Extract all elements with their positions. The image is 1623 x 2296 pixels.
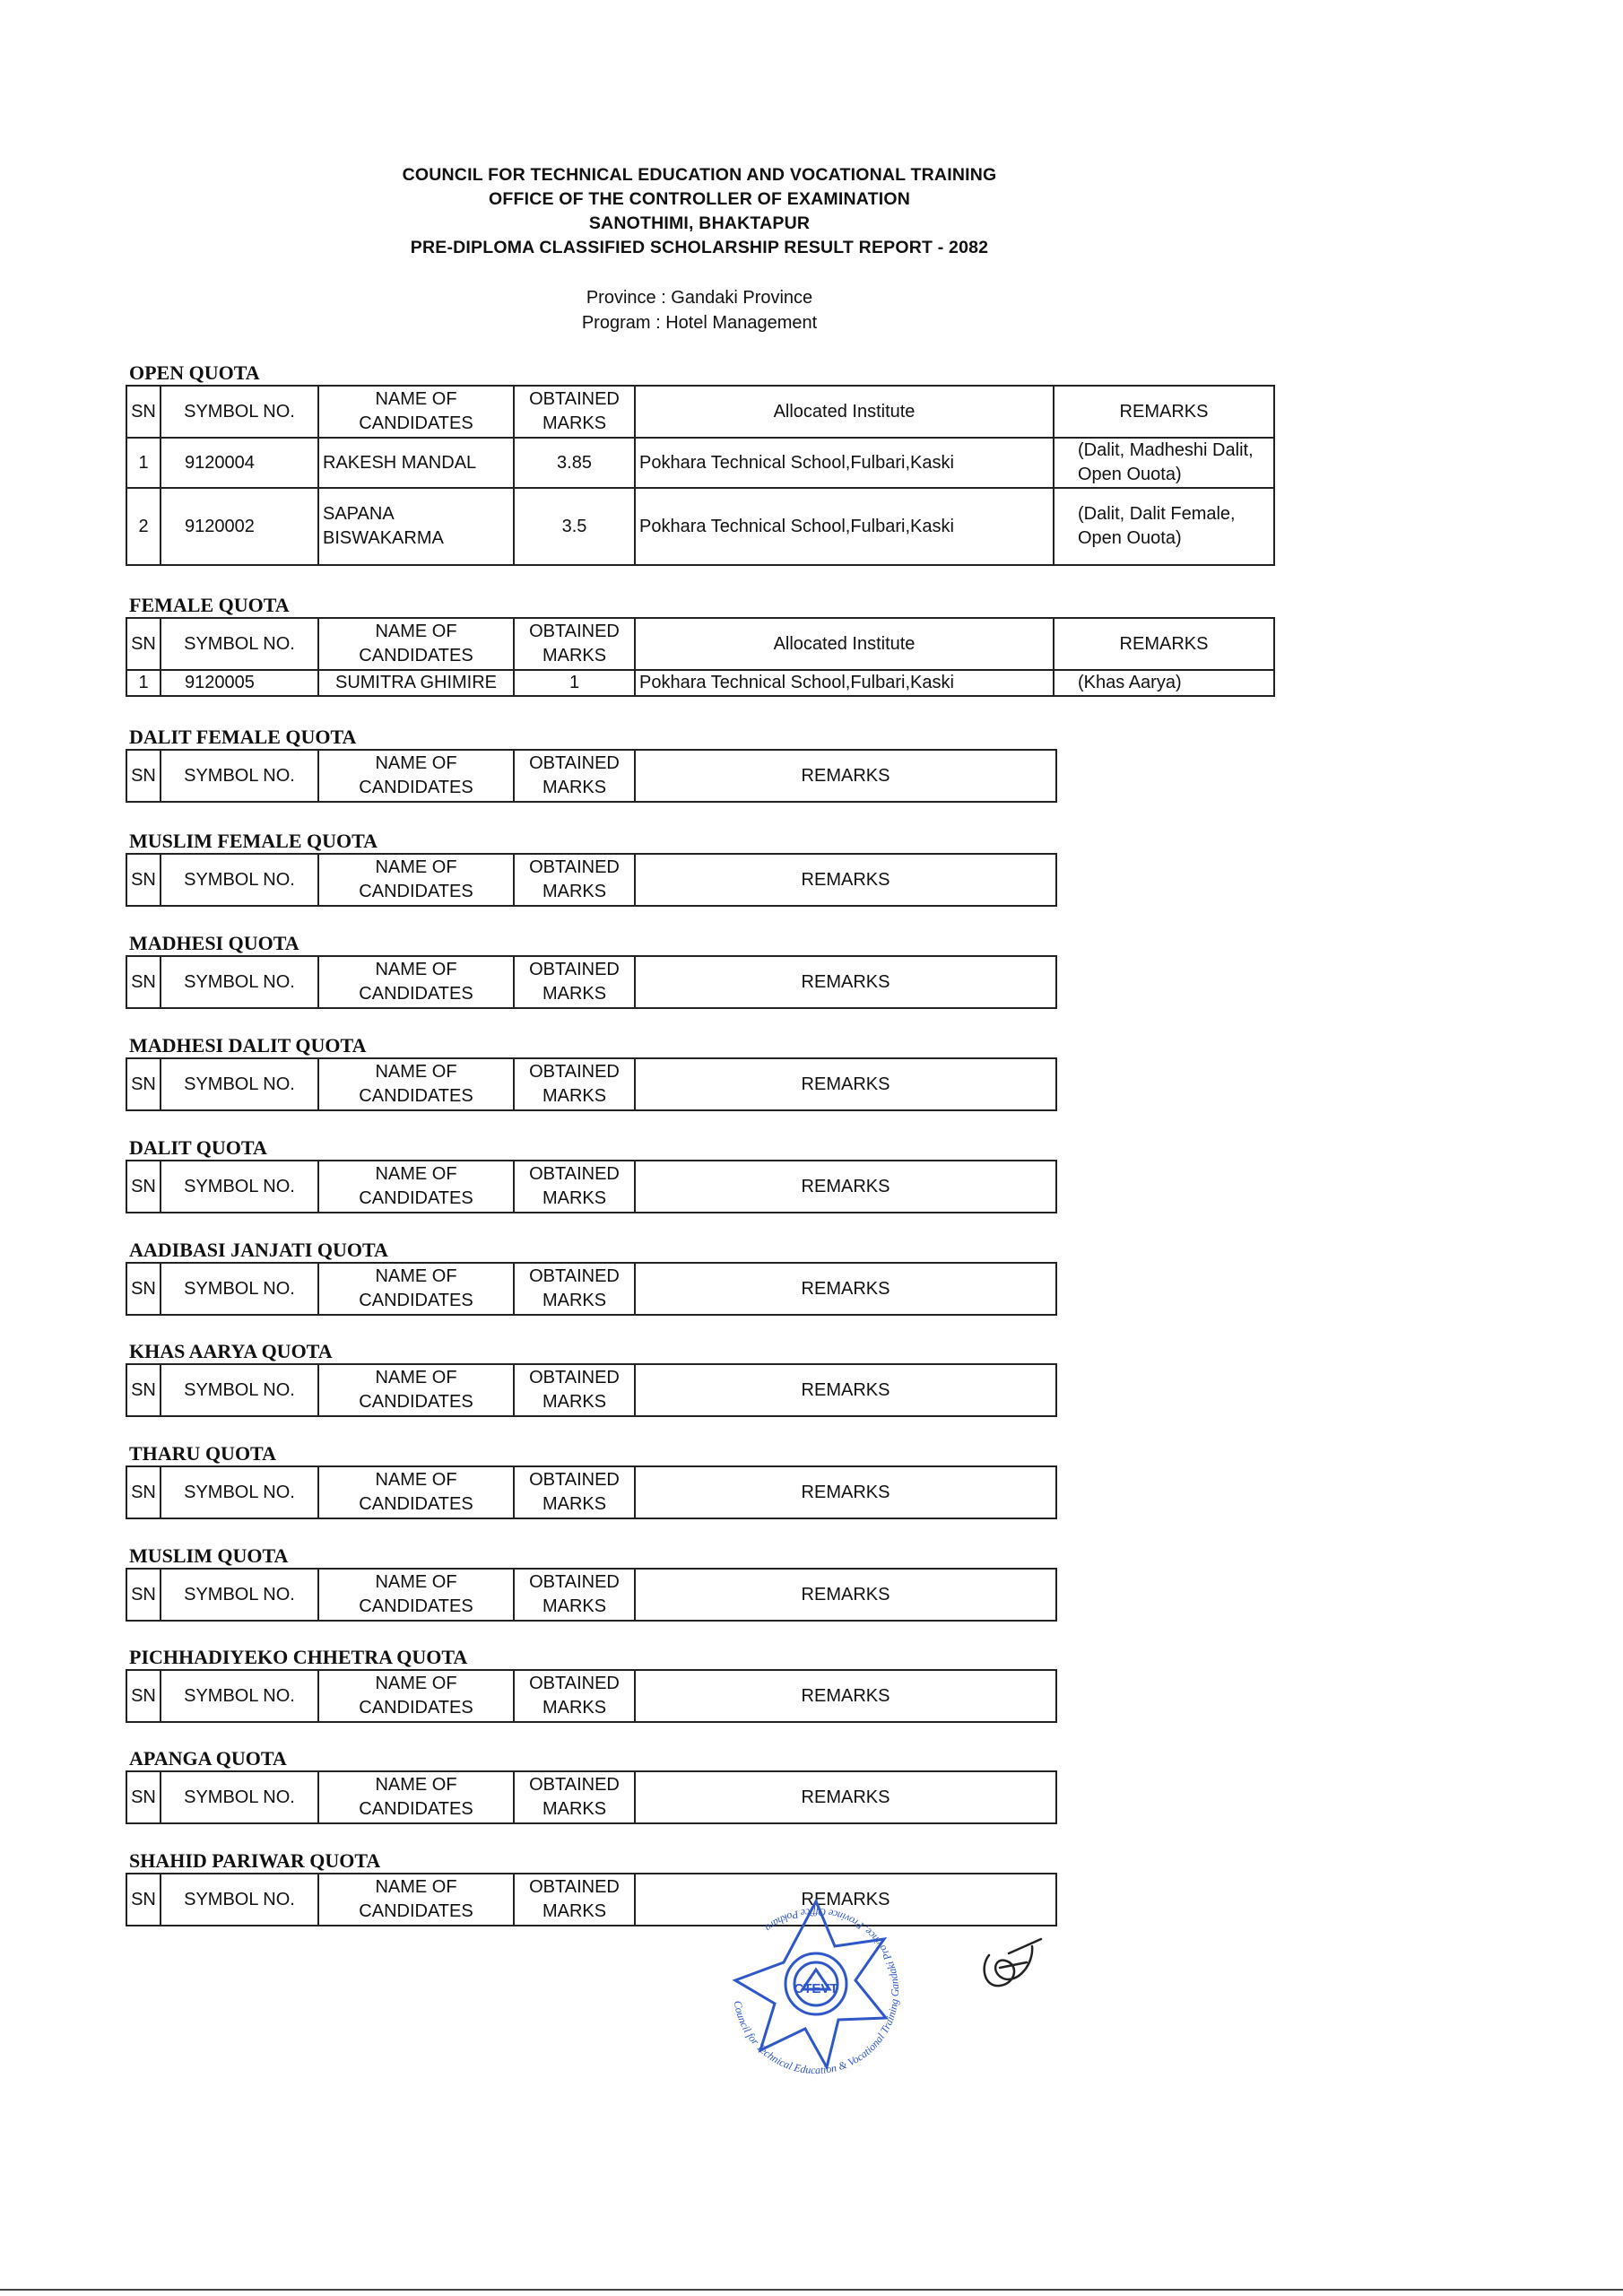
quota-section — [126, 1033, 1057, 1111]
province-label: Province : Gandaki Province — [586, 288, 813, 308]
col-name: NAME OF CANDIDATES — [318, 1058, 514, 1110]
quota-table — [126, 853, 1057, 907]
report-header — [0, 163, 1399, 260]
col-remarks: REMARKS — [635, 854, 1056, 906]
table-row — [126, 438, 1274, 488]
col-name: NAME OF CANDIDATES — [318, 386, 514, 438]
section-title: PICHHADIYEKO CHHETRA QUOTA — [129, 1646, 468, 1668]
col-remarks: REMARKS — [635, 1058, 1056, 1110]
table-header-row — [126, 1263, 1056, 1315]
col-symbol: SYMBOL NO. — [161, 1364, 318, 1416]
col-sn: SN — [126, 956, 161, 1008]
col-sn: SN — [126, 1263, 161, 1315]
quota-section — [126, 725, 1057, 803]
signature-icon — [964, 1928, 1054, 2000]
section-title: OPEN QUOTA — [129, 361, 260, 384]
report-title: PRE-DIPLOMA CLASSIFIED SCHOLARSHIP RESULT REPORT - 2082 — [410, 238, 989, 257]
col-institute: Allocated Institute — [635, 386, 1054, 438]
quota-table — [126, 1770, 1057, 1824]
col-marks: OBTAINED MARKS — [514, 1364, 635, 1416]
col-symbol: SYMBOL NO. — [161, 1670, 318, 1722]
quota-table — [126, 1057, 1057, 1111]
report-meta — [0, 285, 1399, 335]
cell-symbol: 9120005 — [161, 670, 318, 696]
table-header-row — [126, 750, 1056, 802]
col-symbol: SYMBOL NO. — [161, 750, 318, 802]
cell-symbol: 9120002 — [161, 488, 318, 565]
col-remarks: REMARKS — [635, 956, 1056, 1008]
col-symbol: SYMBOL NO. — [161, 1466, 318, 1518]
col-name: NAME OF CANDIDATES — [318, 1364, 514, 1416]
cell-sn: 1 — [126, 670, 161, 696]
quota-section — [126, 1645, 1057, 1723]
col-symbol: SYMBOL NO. — [161, 1569, 318, 1621]
col-name: NAME OF CANDIDATES — [318, 1263, 514, 1315]
col-symbol: SYMBOL NO. — [161, 956, 318, 1008]
office-name: OFFICE OF THE CONTROLLER OF EXAMINATION — [488, 189, 910, 209]
col-marks: OBTAINED MARKS — [514, 1161, 635, 1213]
col-marks: OBTAINED MARKS — [514, 854, 635, 906]
quota-table — [126, 1262, 1057, 1316]
col-symbol: SYMBOL NO. — [161, 386, 318, 438]
col-marks: OBTAINED MARKS — [514, 956, 635, 1008]
table-header-row — [126, 1670, 1056, 1722]
col-remarks: REMARKS — [1054, 386, 1274, 438]
col-remarks: REMARKS — [635, 1874, 1056, 1926]
col-remarks: REMARKS — [635, 1466, 1056, 1518]
ctevt-stamp-icon — [708, 1883, 924, 2099]
col-sn: SN — [126, 1161, 161, 1213]
col-name: NAME OF CANDIDATES — [318, 1466, 514, 1518]
quota-section — [126, 1238, 1057, 1316]
quota-section — [126, 1135, 1057, 1213]
col-name: NAME OF CANDIDATES — [318, 854, 514, 906]
col-name: NAME OF CANDIDATES — [318, 1161, 514, 1213]
cell-marks: 3.85 — [514, 438, 635, 488]
col-marks: OBTAINED MARKS — [514, 1874, 635, 1926]
col-name: NAME OF CANDIDATES — [318, 1874, 514, 1926]
col-name: NAME OF CANDIDATES — [318, 956, 514, 1008]
section-title: DALIT FEMALE QUOTA — [129, 726, 357, 748]
section-title: FEMALE QUOTA — [129, 594, 290, 616]
col-symbol: SYMBOL NO. — [161, 1161, 318, 1213]
cell-sn: 2 — [126, 488, 161, 565]
table-row — [126, 488, 1274, 565]
col-sn: SN — [126, 854, 161, 906]
col-sn: SN — [126, 1874, 161, 1926]
quota-table — [126, 749, 1057, 803]
cell-sn: 1 — [126, 438, 161, 488]
col-sn: SN — [126, 1058, 161, 1110]
quota-table — [126, 1669, 1057, 1723]
col-symbol: SYMBOL NO. — [161, 1263, 318, 1315]
section-title: MADHESI DALIT QUOTA — [129, 1034, 367, 1057]
cell-marks: 3.5 — [514, 488, 635, 565]
col-sn: SN — [126, 386, 161, 438]
col-sn: SN — [126, 1466, 161, 1518]
female-quota-table — [126, 617, 1275, 697]
section-title: AADIBASI JANJATI QUOTA — [129, 1239, 388, 1261]
quota-section — [126, 931, 1057, 1009]
quota-table — [126, 1363, 1057, 1417]
table-row — [126, 670, 1274, 696]
cell-institute: Pokhara Technical School,Fulbari,Kaski — [635, 438, 1054, 488]
section-title: MUSLIM FEMALE QUOTA — [129, 830, 378, 852]
cell-symbol: 9120004 — [161, 438, 318, 488]
section-title: THARU QUOTA — [129, 1442, 276, 1465]
table-header-row — [126, 956, 1056, 1008]
col-remarks: REMARKS — [635, 1263, 1056, 1315]
page-bottom-rule — [0, 2289, 1623, 2291]
open-quota-table — [126, 385, 1275, 566]
col-symbol: SYMBOL NO. — [161, 1058, 318, 1110]
col-remarks: REMARKS — [1054, 618, 1274, 670]
col-sn: SN — [126, 750, 161, 802]
col-sn: SN — [126, 1364, 161, 1416]
female-quota-section — [126, 593, 1275, 697]
col-symbol: SYMBOL NO. — [161, 854, 318, 906]
col-marks: OBTAINED MARKS — [514, 1771, 635, 1823]
col-symbol: SYMBOL NO. — [161, 1771, 318, 1823]
section-title: KHAS AARYA QUOTA — [129, 1340, 333, 1362]
col-remarks: REMARKS — [635, 1364, 1056, 1416]
col-marks: OBTAINED MARKS — [514, 1263, 635, 1315]
col-name: NAME OF CANDIDATES — [318, 1771, 514, 1823]
quota-section — [126, 1544, 1057, 1622]
table-header-row — [126, 1771, 1056, 1823]
section-title: MADHESI QUOTA — [129, 932, 299, 954]
quota-section — [126, 1339, 1057, 1417]
section-title: MUSLIM QUOTA — [129, 1544, 289, 1567]
col-symbol: SYMBOL NO. — [161, 1874, 318, 1926]
col-remarks: REMARKS — [635, 1670, 1056, 1722]
col-sn: SN — [126, 618, 161, 670]
col-marks: OBTAINED MARKS — [514, 386, 635, 438]
cell-remarks: (Dalit, Dalit Female, Open Ouota) — [1054, 488, 1274, 565]
quota-table — [126, 1568, 1057, 1622]
col-institute: Allocated Institute — [635, 618, 1054, 670]
col-marks: OBTAINED MARKS — [514, 618, 635, 670]
section-title: APANGA QUOTA — [129, 1747, 287, 1770]
cell-name: SUMITRA GHIMIRE — [318, 670, 514, 696]
col-marks: OBTAINED MARKS — [514, 750, 635, 802]
cell-institute: Pokhara Technical School,Fulbari,Kaski — [635, 488, 1054, 565]
col-marks: OBTAINED MARKS — [514, 1569, 635, 1621]
col-remarks: REMARKS — [635, 1161, 1056, 1213]
cell-remarks: (Khas Aarya) — [1054, 670, 1274, 696]
col-symbol: SYMBOL NO. — [161, 618, 318, 670]
quota-table — [126, 1160, 1057, 1213]
quota-section — [126, 1746, 1057, 1824]
col-sn: SN — [126, 1569, 161, 1621]
stamp-ring-text: Council for Technical Education & Vocational Training Gandaki Province, Province Office Pokhara — [731, 1905, 902, 2077]
col-sn: SN — [126, 1670, 161, 1722]
table-header-row — [126, 854, 1056, 906]
table-header-row — [126, 1058, 1056, 1110]
col-sn: SN — [126, 1771, 161, 1823]
program-label: Program : Hotel Management — [581, 313, 818, 333]
section-title: SHAHID PARIWAR QUOTA — [129, 1849, 381, 1872]
cell-remarks: (Dalit, Madheshi Dalit, Open Ouota) — [1054, 438, 1274, 488]
col-marks: OBTAINED MARKS — [514, 1058, 635, 1110]
col-name: NAME OF CANDIDATES — [318, 1569, 514, 1621]
col-name: NAME OF CANDIDATES — [318, 750, 514, 802]
table-header-row — [126, 1364, 1056, 1416]
cell-name: RAKESH MANDAL — [318, 438, 514, 488]
col-remarks: REMARKS — [635, 1569, 1056, 1621]
cell-name: SAPANA BISWAKARMA — [318, 488, 514, 565]
table-header-row — [126, 386, 1274, 438]
col-name: NAME OF CANDIDATES — [318, 1670, 514, 1722]
col-remarks: REMARKS — [635, 1771, 1056, 1823]
office-location: SANOTHIMI, BHAKTAPUR — [588, 213, 811, 233]
table-header-row — [126, 1466, 1056, 1518]
col-name: NAME OF CANDIDATES — [318, 618, 514, 670]
quota-table — [126, 955, 1057, 1009]
council-name: COUNCIL FOR TECHNICAL EDUCATION AND VOCATIONAL TRAINING — [402, 165, 997, 185]
col-marks: OBTAINED MARKS — [514, 1670, 635, 1722]
section-title: DALIT QUOTA — [129, 1136, 267, 1159]
cell-marks: 1 — [514, 670, 635, 696]
quota-table — [126, 1465, 1057, 1519]
col-marks: OBTAINED MARKS — [514, 1466, 635, 1518]
col-remarks: REMARKS — [635, 750, 1056, 802]
quota-section — [126, 829, 1057, 907]
table-header-row — [126, 1161, 1056, 1213]
stamp-center-text: CTEVT — [794, 1981, 838, 1996]
table-header-row — [126, 1569, 1056, 1621]
quota-section — [126, 1441, 1057, 1519]
open-quota-section — [126, 361, 1275, 566]
cell-institute: Pokhara Technical School,Fulbari,Kaski — [635, 670, 1054, 696]
table-header-row — [126, 618, 1274, 670]
